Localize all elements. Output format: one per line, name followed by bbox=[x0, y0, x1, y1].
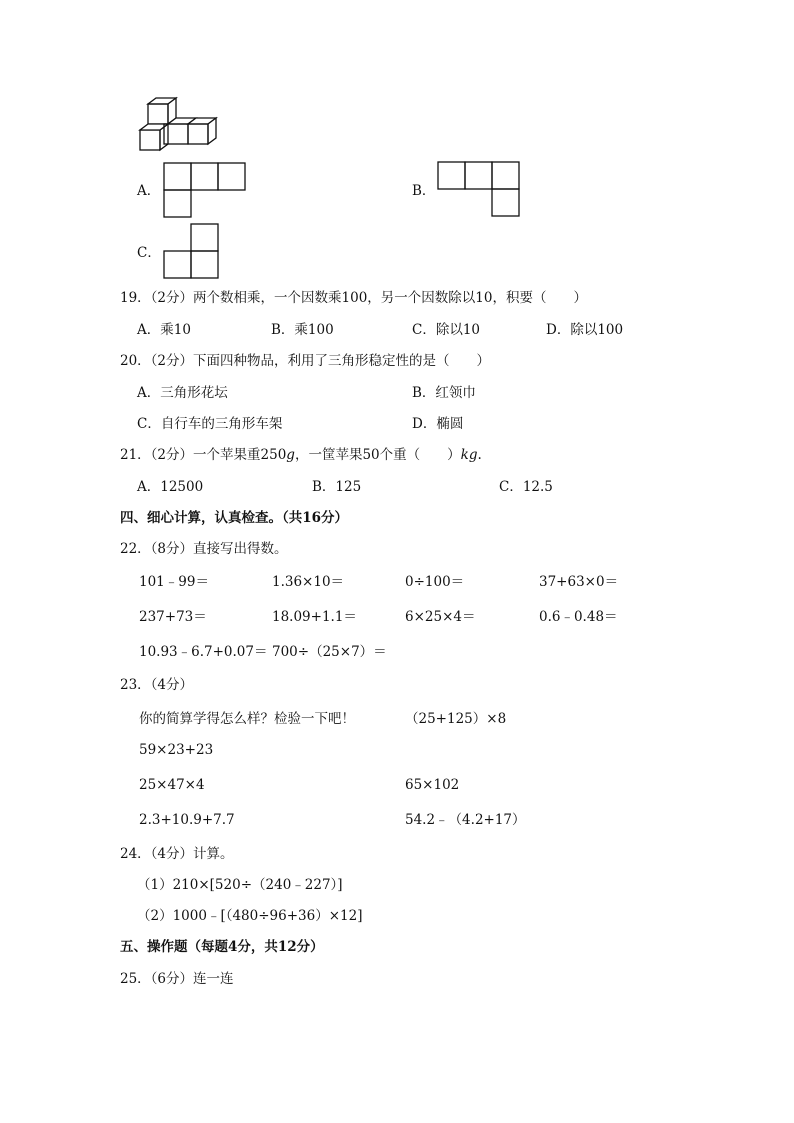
question-21-stem bbox=[120, 446, 482, 464]
section-4-title: 四、细心计算，认真检查。（共16分） bbox=[120, 510, 349, 526]
q21-stem-part-2: ，一筐苹果50个重（ ） bbox=[294, 447, 461, 463]
option-c-label: C． bbox=[137, 245, 161, 261]
cube-arrangement-figure bbox=[136, 98, 226, 158]
question-19-stem: 19．（2分）两个数相乘，一个因数乘100，另一个因数除以10，积要（ ） bbox=[120, 290, 587, 306]
option-c-figure bbox=[163, 223, 221, 281]
q23-item: 2.3+10.9+7.7 bbox=[139, 812, 235, 828]
q21-stem-end: . bbox=[477, 447, 482, 463]
q21-unit-g: g bbox=[286, 447, 295, 463]
q19-option-d: D．除以100 bbox=[546, 322, 624, 338]
q22-item: 10.93﹣6.7+0.07＝ bbox=[139, 644, 268, 660]
q21-option-c: C．12.5 bbox=[499, 479, 553, 495]
q19-option-b: B．乘100 bbox=[271, 322, 334, 338]
q21-option-a: A．12500 bbox=[137, 479, 204, 495]
question-22-stem: 22．（8分）直接写出得数。 bbox=[120, 541, 288, 557]
q22-item: 0.6﹣0.48＝ bbox=[539, 609, 618, 625]
option-b-figure bbox=[437, 161, 521, 219]
q19-option-a: A．乘10 bbox=[137, 322, 191, 338]
q22-item: 0÷100＝ bbox=[405, 574, 465, 590]
q20-option-c: C．自行车的三角形车架 bbox=[137, 416, 283, 432]
q22-item: 6×25×4＝ bbox=[405, 609, 476, 625]
question-25-stem: 25．（6分）连一连 bbox=[120, 971, 234, 987]
q23-item: 59×23+23 bbox=[139, 742, 214, 758]
q20-option-b: B．红领巾 bbox=[412, 385, 476, 401]
q21-stem-part-1: 21．（2分）一个苹果重250 bbox=[120, 447, 287, 463]
option-b-label: B． bbox=[412, 183, 436, 199]
q22-item: 1.36×10＝ bbox=[272, 574, 345, 590]
option-a-label: A． bbox=[137, 183, 161, 199]
question-24-stem: 24．（4分）计算。 bbox=[120, 846, 234, 862]
q23-intro: 你的简算学得怎么样？检验一下吧！ bbox=[139, 711, 355, 727]
question-23-stem: 23．（4分） bbox=[120, 677, 194, 693]
q24-item-2: （2）1000﹣[（480÷96+36）×12] bbox=[137, 908, 363, 924]
q22-item: 700÷（25×7）＝ bbox=[272, 644, 387, 660]
q22-item: 101﹣99＝ bbox=[139, 574, 209, 590]
q23-item: （25+125）×8 bbox=[405, 711, 507, 727]
q24-item-1: （1）210×[520÷（240﹣227）] bbox=[137, 877, 343, 893]
q21-option-b: B．125 bbox=[312, 479, 362, 495]
q20-option-d: D．椭圆 bbox=[412, 416, 464, 432]
q22-item: 237+73＝ bbox=[139, 609, 207, 625]
section-5-title: 五、操作题（每题4分，共12分） bbox=[120, 939, 324, 955]
q20-option-a: A．三角形花坛 bbox=[137, 385, 228, 401]
q23-item: 54.2﹣（4.2+17） bbox=[405, 812, 526, 828]
option-a-figure bbox=[163, 162, 247, 218]
q19-option-c: C．除以10 bbox=[412, 322, 481, 338]
q21-unit-kg: kg bbox=[460, 447, 478, 463]
question-20-stem: 20．（2分）下面四种物品，利用了三角形稳定性的是（ ） bbox=[120, 353, 491, 369]
q22-item: 37+63×0＝ bbox=[539, 574, 619, 590]
q23-item: 65×102 bbox=[405, 777, 460, 793]
q23-item: 25×47×4 bbox=[139, 777, 205, 793]
q22-item: 18.09+1.1＝ bbox=[272, 609, 357, 625]
